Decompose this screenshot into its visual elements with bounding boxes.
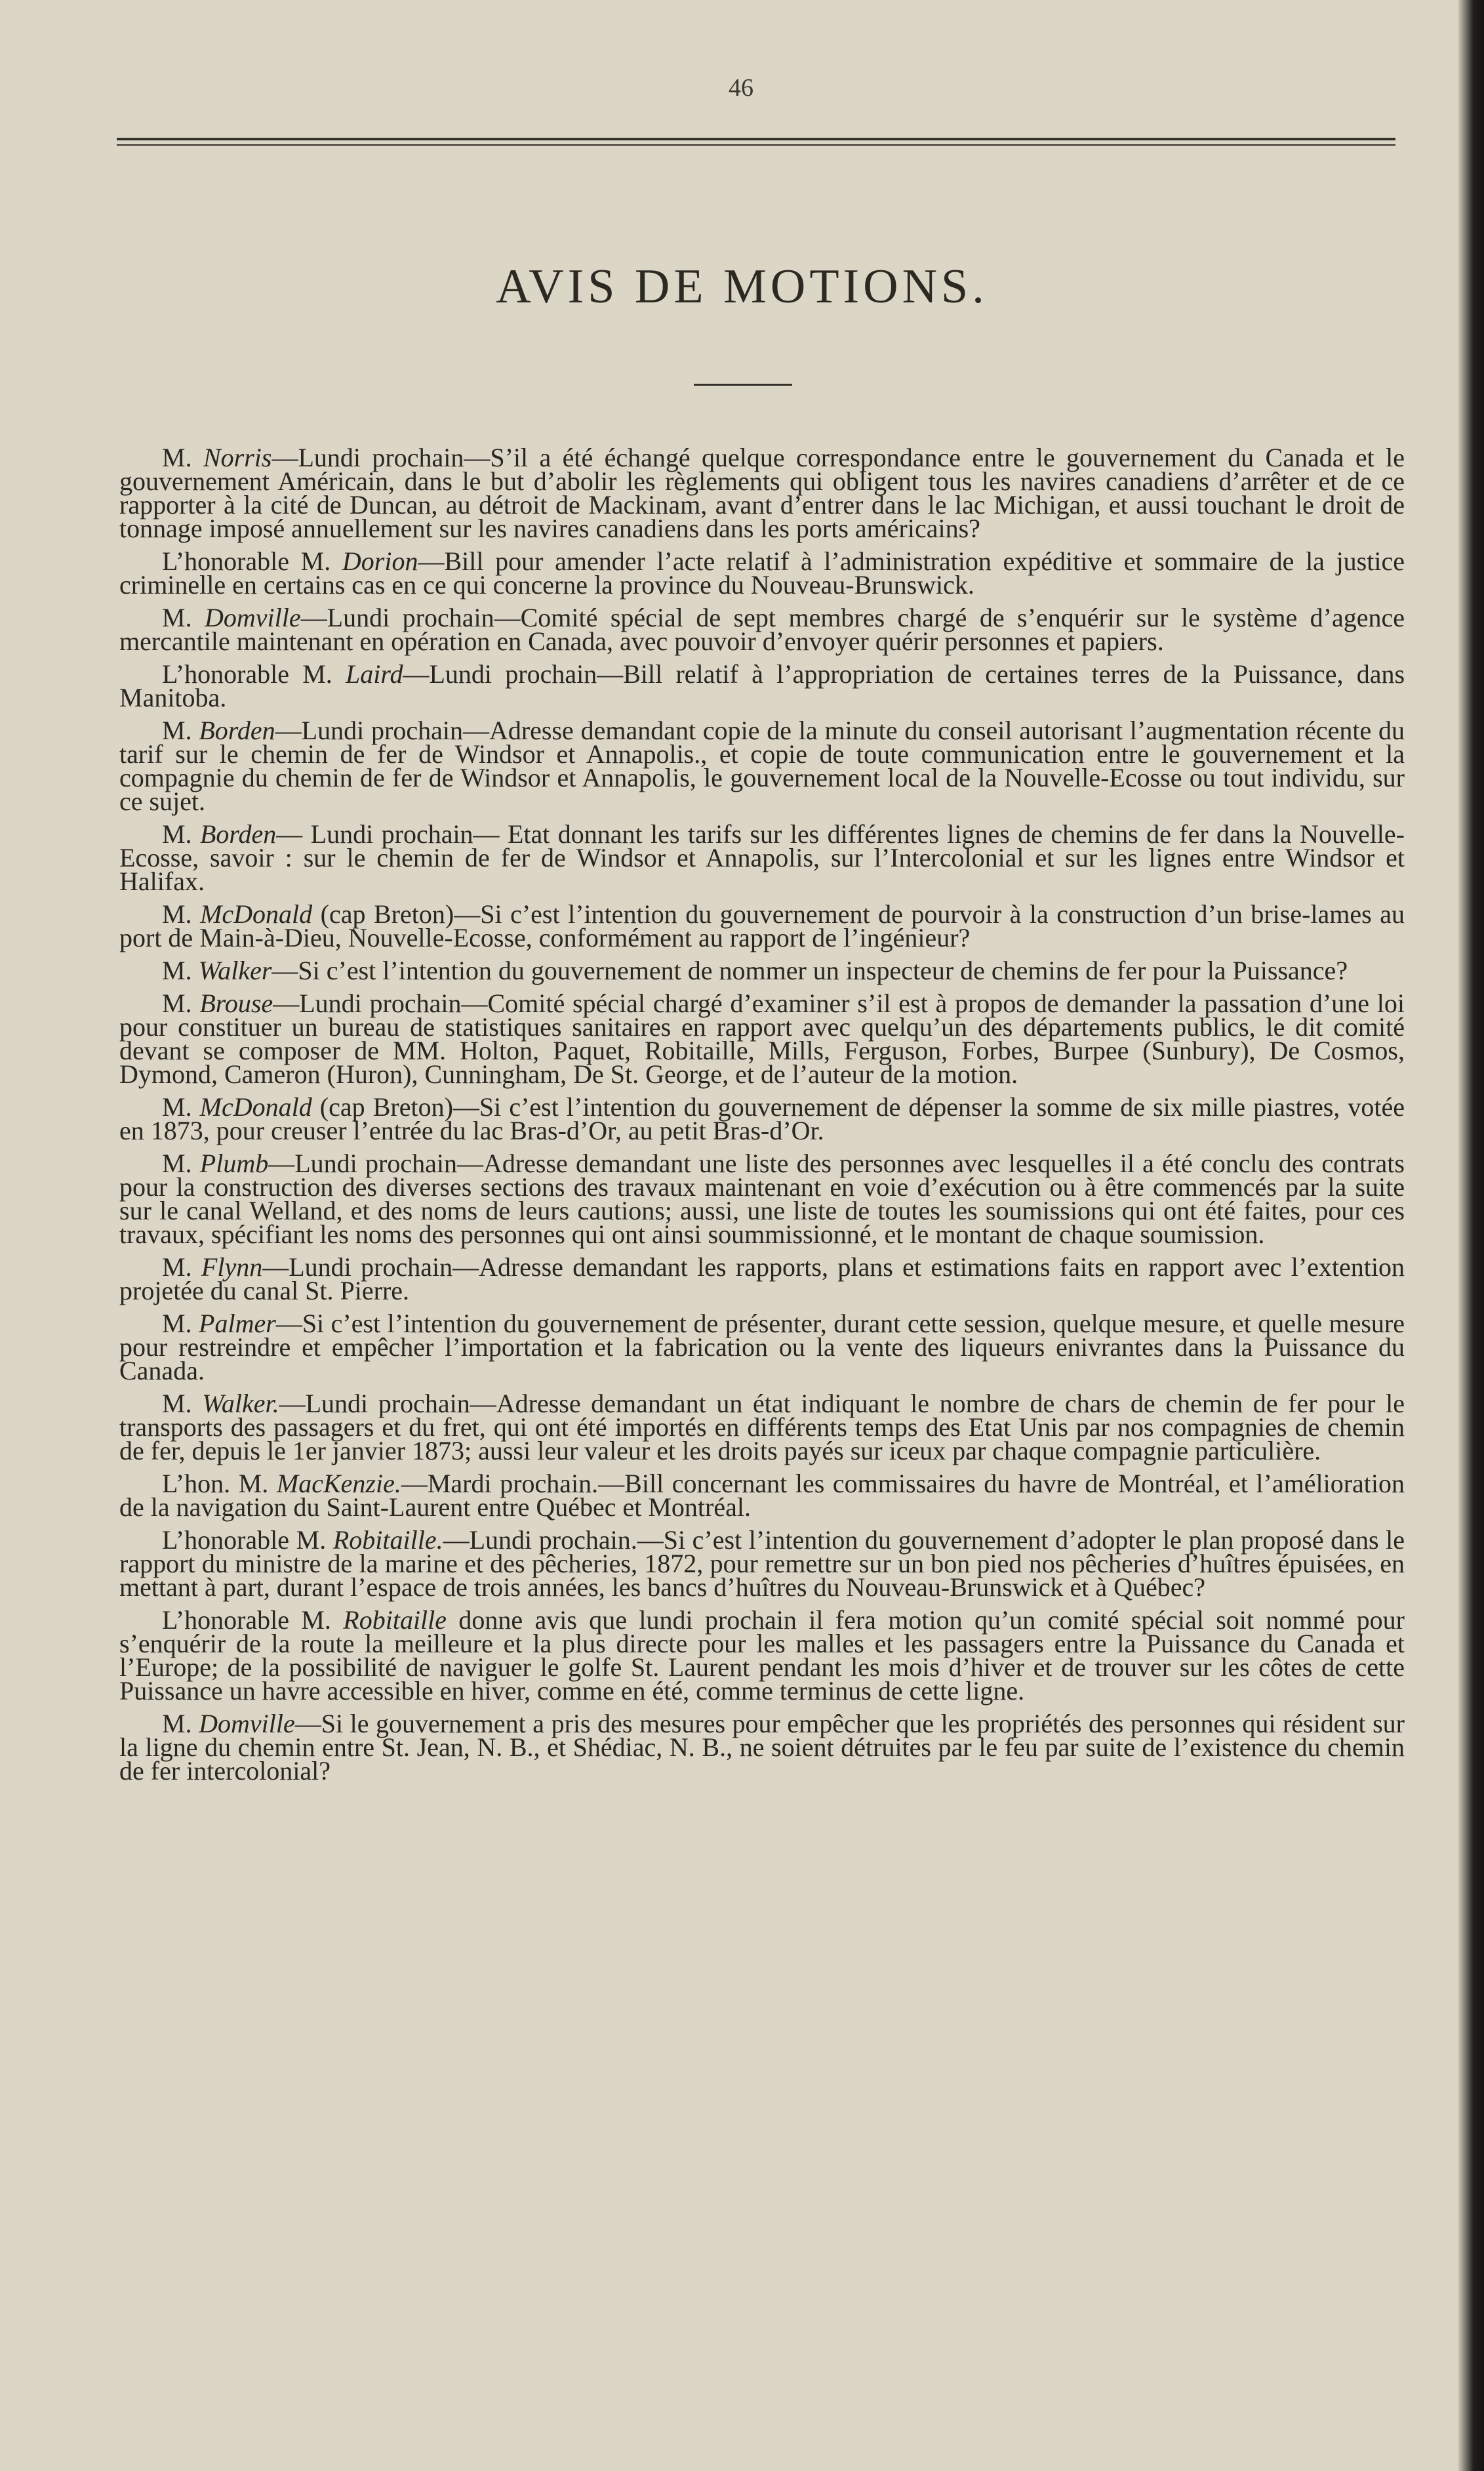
motion-prefix: M. — [162, 1092, 200, 1122]
motion-member: McDonald — [200, 899, 313, 929]
motion-member: Palmer — [199, 1309, 276, 1338]
motion-prefix: L’honorable M. — [162, 659, 346, 689]
motion-item — [119, 1605, 1405, 1705]
motion-prefix: L’honorable M. — [162, 1605, 344, 1635]
motion-member: Norris — [203, 443, 272, 472]
motion-member: Walker. — [202, 1389, 279, 1418]
motion-member: Borden — [199, 819, 277, 849]
motion-text: —Si le gouvernement a pris des mesures pour empêcher que les propriétés des personnes qui résident sur la ligne du chemin entre St. Jean, N. B., et Shédiac, N. B., ne soient détruites par le feu par suite de l’existence du chemin de fer intercolonial? — [119, 1709, 1405, 1786]
motion-text: —Bill pour amender l’acte relatif à l’administration expéditive et sommaire de la justice criminelle en certains cas en ce qui concerne la province du Nouveau-Brunswick. — [119, 546, 1405, 600]
motion-prefix: M. — [162, 443, 203, 472]
motion-member: Borden — [199, 716, 275, 745]
header-rule — [117, 138, 1395, 146]
motion-prefix: L’honorable M. — [162, 1525, 333, 1555]
motion-prefix: M. — [162, 716, 199, 745]
motion-prefix: M. — [162, 899, 201, 929]
page-edge-shadow — [1458, 0, 1484, 2471]
motion-item — [119, 1252, 1405, 1305]
motion-member: Flynn — [201, 1252, 263, 1282]
motion-prefix: M. — [162, 956, 199, 985]
motion-text: (cap Breton)—Si c’est l’intention du gouvernement de pourvoir à la construction d’un brise-lames au port de Main-à-Dieu, Nouvelle-Ecosse, conformément au rapport de l’ingénieur? — [119, 899, 1405, 952]
motion-member: Plumb — [199, 1149, 269, 1178]
motion-prefix: M. — [162, 1149, 200, 1178]
motion-item — [119, 443, 1405, 543]
motion-prefix: M. — [162, 1309, 199, 1338]
page-title: AVIS DE MOTIONS. — [496, 260, 988, 314]
motion-item — [119, 716, 1405, 816]
motion-text: —Lundi prochain—S’il a été échangé quelque correspondance entre le gouvernement du Canada et le gouvernement Américain, dans le but d’abolir les règlements qui obligent tous les navires canadiens d’arrêter et de ce rapporter à la cité de Duncan, au détroit de Mackinam, avant d’entrer dans le lac Michigan, et aussi touchant le droit de tonnage imposé annuellement sur les navires canadiens dans les ports américains? — [119, 443, 1405, 543]
page-number: 46 — [729, 74, 753, 102]
motion-item — [119, 1525, 1405, 1602]
motion-text: —Lundi prochain.—Si c’est l’intention du gouvernement d’adopter le plan proposé dans le rapport du ministre de la marine et des pêcheries, 1872, pour remettre sur un bon pied nos pêcheries d’huîtres épuisées, en mettant à part, durant l’espace de trois années, les bancs d’huîtres du Nouveau-Brunswick et à Québec? — [119, 1525, 1405, 1602]
motion-item — [119, 1092, 1405, 1145]
motion-item — [119, 603, 1405, 656]
motion-text: —Lundi prochain—Adresse demandant un état indiquant le nombre de chars de chemin de fer pour le transports des passagers et du fret, qui ont été importés en différents temps des Etat Unis par nos compagnies de chemin de fer, depuis le 1er janvier 1873; aussi leur valeur et les droits payés sur iceux par chaque compagnie particulière. — [119, 1389, 1405, 1465]
motion-text: —Lundi prochain—Comité spécial de sept membres chargé de s’enquérir sur le système d’agence mercantile maintenant en opération en Canada, avec pouvoir d’envoyer quérir personnes et papiers. — [119, 603, 1405, 656]
motion-prefix: L’hon. M. — [162, 1469, 277, 1498]
motion-member: MacKenzie. — [276, 1469, 401, 1498]
motion-member: Robitaille — [343, 1605, 447, 1635]
motion-item — [119, 989, 1405, 1089]
motion-member: Domville — [205, 603, 301, 632]
motion-item — [119, 956, 1405, 985]
motion-member: Walker — [198, 956, 272, 985]
motion-text: (cap Breton)—Si c’est l’intention du gouvernement de dépenser la somme de six mille piastres, votée en 1873, pour creuser l’entrée du lac Bras-d’Or, au petit Bras-d’Or. — [119, 1092, 1405, 1145]
motion-text: donne avis que lundi prochain il fera motion qu’un comité spécial soit nommé pour s’enquérir de la route la meilleure et la plus directe pour les malles et les passagers entre la Puissance du Canada et l’Europe; de la possibilité de naviguer le golfe St. Laurent pendant les mois d’hiver et de trouver sur les côtes de cette Puissance un havre accessible en hiver, comme en été, comme terminus de cette ligne. — [119, 1605, 1405, 1705]
motion-item — [119, 899, 1405, 952]
motion-item — [119, 819, 1405, 896]
motion-text: —Lundi prochain—Bill relatif à l’appropriation de certaines terres de la Puissance, dans Manitoba. — [119, 659, 1405, 712]
motion-prefix: M. — [162, 819, 200, 849]
motion-member: Domville — [199, 1709, 295, 1738]
motion-text: —Si c’est l’intention du gouvernement de nommer un inspecteur de chemins de fer pour la Puissance? — [271, 956, 1348, 985]
motion-prefix: M. — [162, 1252, 201, 1282]
motion-member: Dorion — [342, 546, 418, 576]
title-rule — [694, 384, 792, 386]
motion-prefix: M. — [162, 603, 205, 632]
motion-member: Laird — [346, 659, 403, 689]
motion-text: —Lundi prochain—Adresse demandant copie de la minute du conseil autorisant l’augmentation récente du tarif sur le chemin de fer de Windsor et Annapolis., et copie de toute communication entre le gouvernement et la compagnie du chemin de fer de Windsor et Annapolis, le gouvernement local de la Nouvelle-Ecosse ou tout individu, sur ce sujet. — [119, 716, 1405, 816]
motion-item — [119, 546, 1405, 600]
motion-text: —Si c’est l’intention du gouvernement de présenter, durant cette session, quelque mesure, et quelle mesure pour restreindre et empêcher l’importation et la fabrication ou la vente des liqueurs enivrantes dans la Puissance du Canada. — [119, 1309, 1405, 1385]
motion-member: Brouse — [199, 989, 273, 1018]
motion-member: McDonald — [199, 1092, 312, 1122]
motion-text: —Lundi prochain—Comité spécial chargé d’examiner s’il est à propos de demander la passation d’une loi pour constituer un bureau de statistiques sanitaires en rapport avec quelqu’un des départements publics, le dit comité devant se composer de MM. Holton, Paquet, Robitaille, Mills, Ferguson, Forbes, Burpee (Sunbury), De Cosmos, Dymond, Cameron (Huron), Cunningham, De St. George, et de l’auteur de la motion. — [119, 989, 1405, 1089]
motions-list — [119, 443, 1405, 1792]
motion-text: —Mardi prochain.—Bill concernant les commissaires du havre de Montréal, et l’amélioration de la navigation du Saint-Laurent entre Québec et Montréal. — [119, 1469, 1405, 1522]
motion-prefix: M. — [162, 989, 200, 1018]
motion-item — [119, 659, 1405, 712]
motion-item — [119, 1469, 1405, 1522]
motion-item — [119, 1709, 1405, 1786]
motion-text: — Lundi prochain— Etat donnant les tarifs sur les différentes lignes de chemins de fer dans la Nouvelle-Ecosse, savoir : sur le chemin de fer de Windsor et Annapolis, sur l’Intercolonial et sur les lignes entre Windsor et Halifax. — [119, 819, 1405, 896]
motion-text: —Lundi prochain—Adresse demandant une liste des personnes avec lesquelles il a été conclu des contrats pour la construction des diverses sections des travaux maintenant en voie d’exécution ou à être commencés par la suite sur le canal Welland, et des noms de leurs cautions; aussi, une liste de toutes les soumissions qui ont été faites, pour ces travaux, spécifiant les noms des personnes qui ont ainsi soummissionné, et le montant de chaque soumission. — [119, 1149, 1405, 1249]
motion-item — [119, 1389, 1405, 1465]
motion-member: Robitaille. — [332, 1525, 443, 1555]
motion-item — [119, 1149, 1405, 1249]
motion-prefix: M. — [162, 1709, 199, 1738]
motion-item — [119, 1309, 1405, 1385]
motion-prefix: M. — [162, 1389, 203, 1418]
motion-prefix: L’honorable M. — [162, 546, 342, 576]
motion-text: —Lundi prochain—Adresse demandant les rapports, plans et estimations faits en rapport avec l’extention projetée du canal St. Pierre. — [119, 1252, 1405, 1305]
